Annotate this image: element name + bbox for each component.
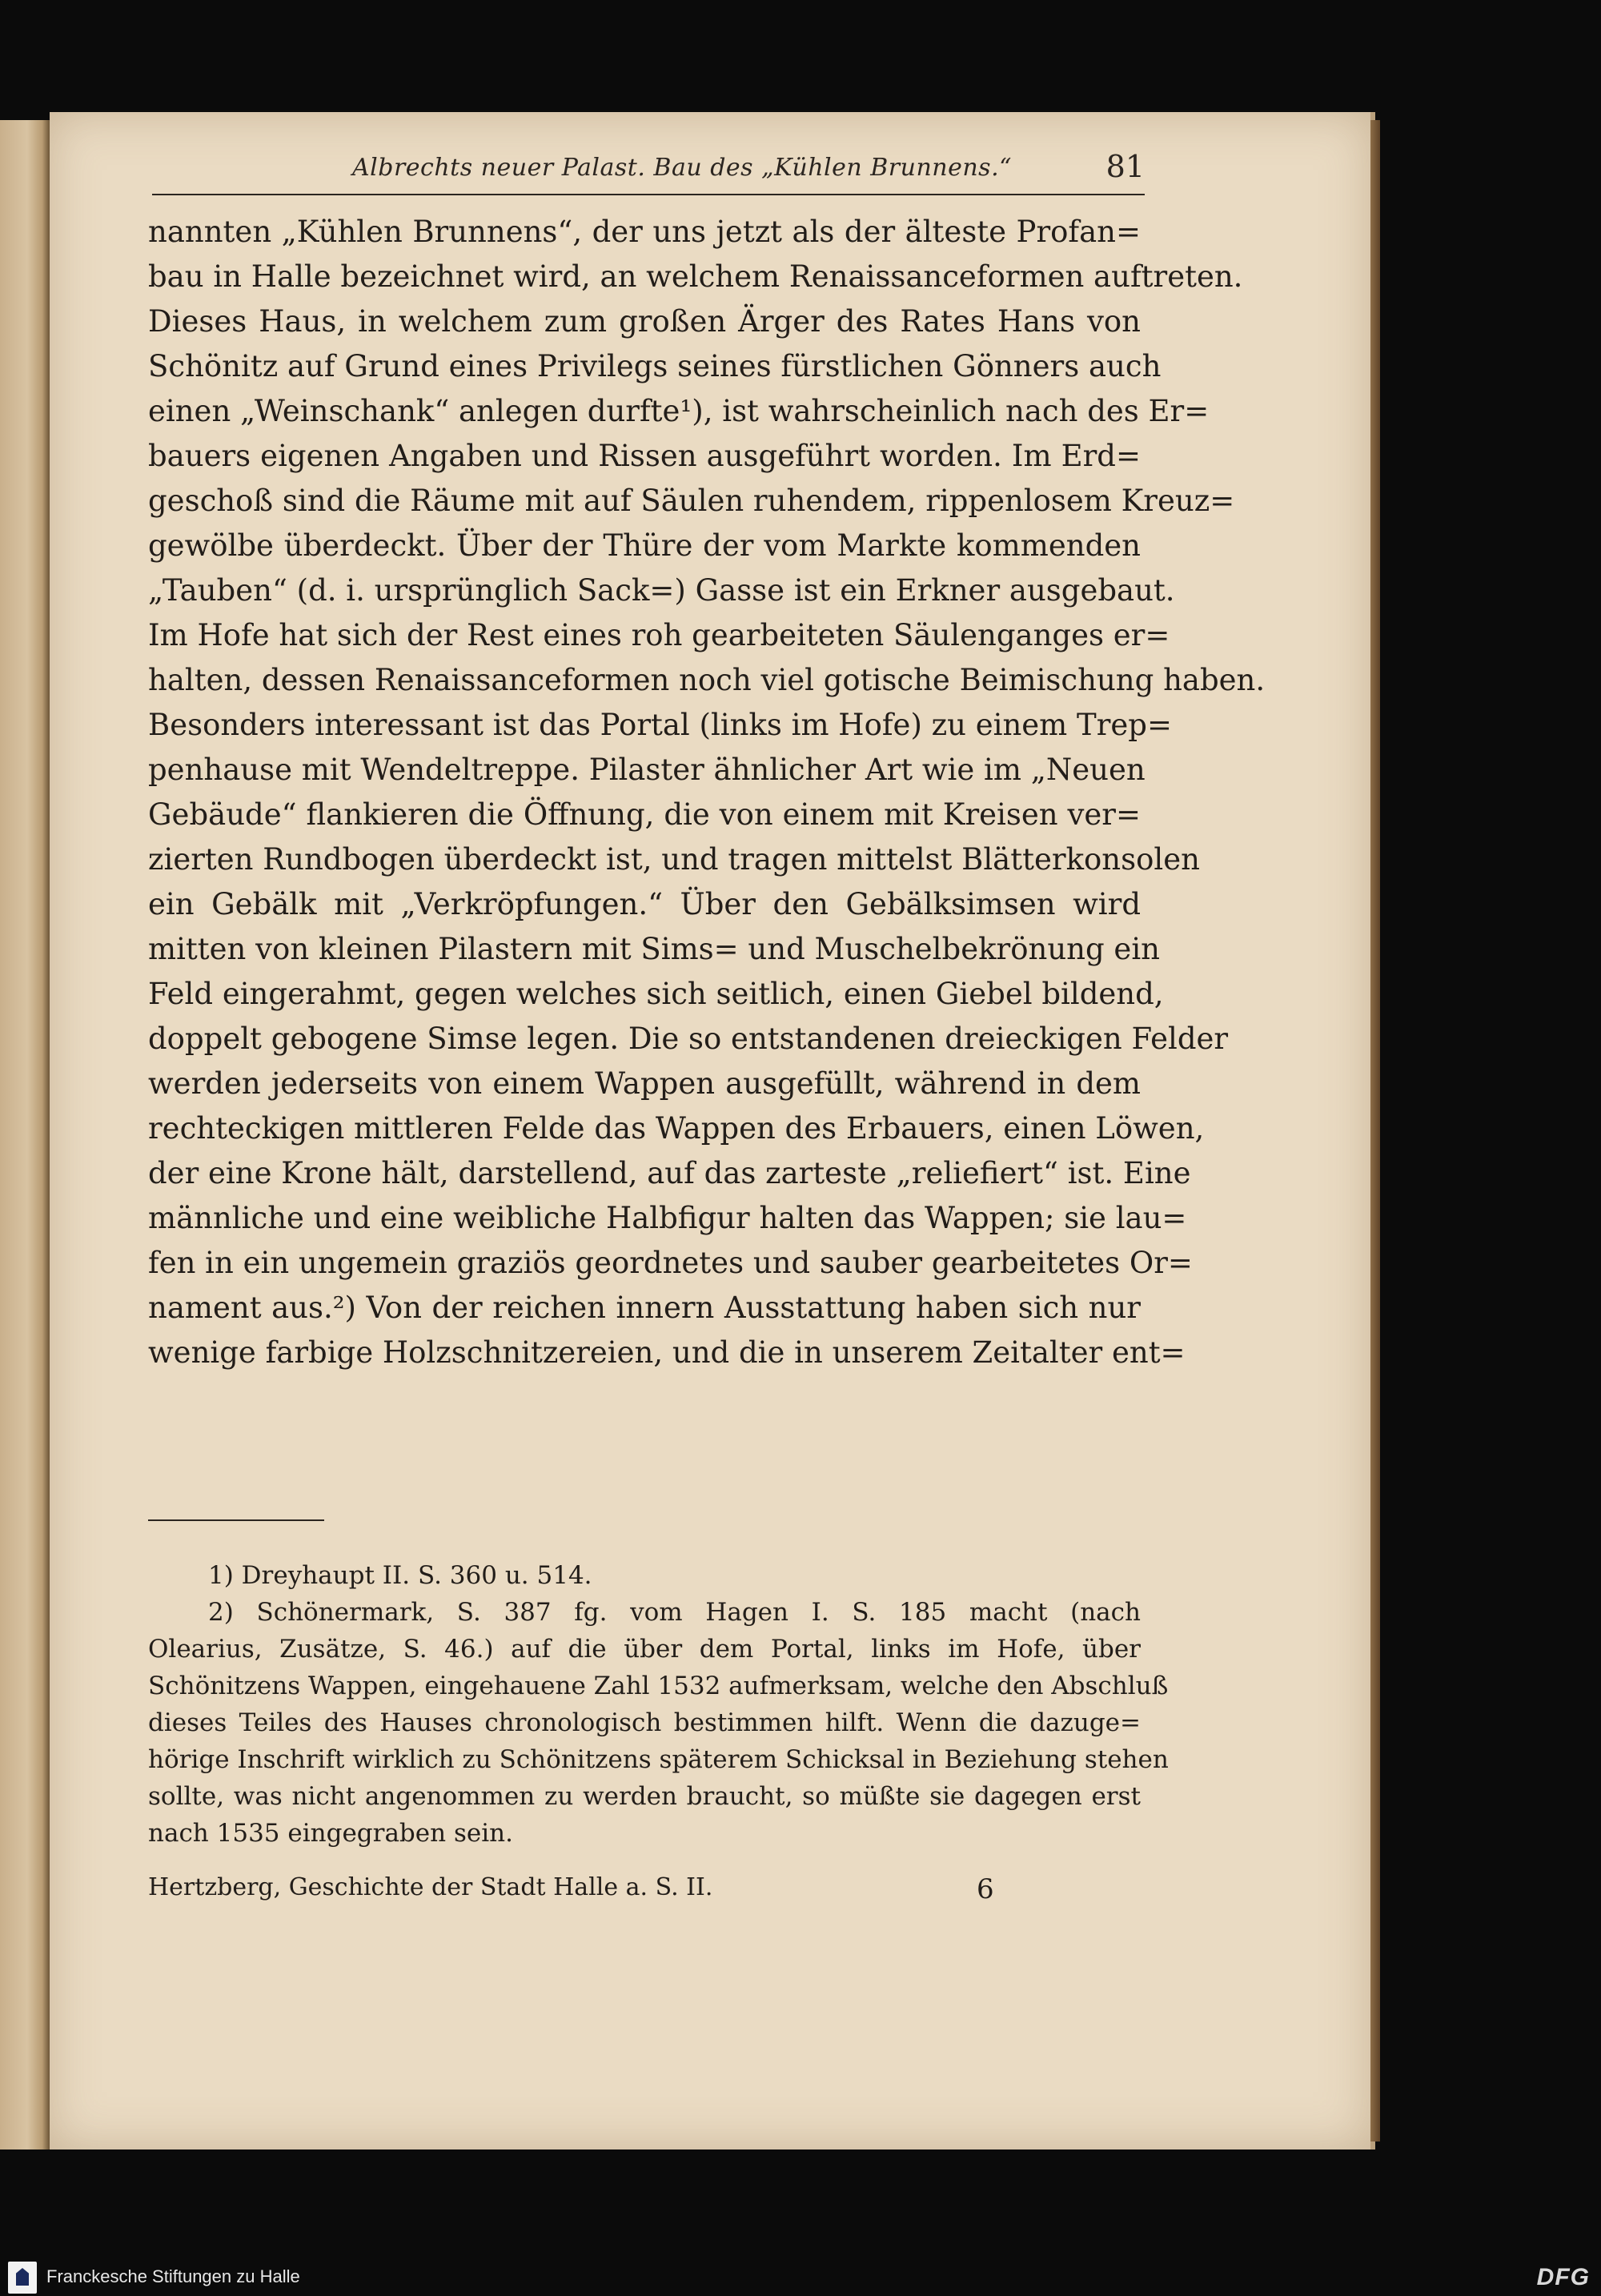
footnote-2-line: Schönitzens Wappen, eingehauene Zahl 1532 aufmerksam, welche den Abschluß bbox=[148, 1672, 1169, 1700]
signature-number: 6 bbox=[977, 1873, 994, 1905]
text-line: der eine Krone hält, darstellend, auf das zarteste „reliefiert“ ist. Eine bbox=[148, 1156, 1191, 1190]
text-line: penhause mit Wendeltreppe. Pilaster ähnlicher Art wie im „Neuen bbox=[148, 753, 1146, 787]
text-line: bau in Halle bezeichnet wird, an welchem Renaissanceformen auftreten. bbox=[148, 259, 1243, 294]
dfg-logo: DFG bbox=[1536, 2264, 1590, 2290]
text-line: Dieses Haus, in welchem zum großen Ärger des Rates Hans von bbox=[148, 304, 1141, 339]
footnote-rule bbox=[148, 1519, 324, 1521]
body-text bbox=[148, 210, 1266, 1375]
footnote-2-line: sollte, was nicht angenommen zu werden braucht, so müßte sie dagegen erst bbox=[148, 1782, 1141, 1811]
institution-logo-icon bbox=[8, 2262, 37, 2294]
text-line: nament aus.²) Von der reichen innern Ausstattung haben sich nur bbox=[148, 1290, 1141, 1325]
page-number: 81 bbox=[1105, 149, 1145, 184]
text-line: „Tauben“ (d. i. ursprünglich Sack=) Gasse ist ein Erkner ausgebaut. bbox=[148, 573, 1175, 608]
text-line: Schönitz auf Grund eines Privilegs seines fürstlichen Gönners auch bbox=[148, 349, 1162, 383]
text-line: Im Hofe hat sich der Rest eines roh gearbeiteten Säulenganges er= bbox=[148, 618, 1170, 652]
text-line: Besonders interessant ist das Portal (links im Hofe) zu einem Trep= bbox=[148, 708, 1172, 742]
text-line: mitten von kleinen Pilastern mit Sims= und Muschelbekrönung ein bbox=[148, 932, 1160, 966]
footnote-2-line: Olearius, Zusätze, S. 46.) auf die über dem Portal, links im Hofe, über bbox=[148, 1635, 1141, 1664]
text-line: wenige farbige Holzschnitzereien, und die in unserem Zeitalter ent= bbox=[148, 1335, 1186, 1370]
institution-name: Franckesche Stiftungen zu Halle bbox=[46, 2266, 300, 2286]
printer-signature bbox=[148, 1873, 1141, 1910]
left-page-edge bbox=[0, 120, 50, 2149]
text-line: halten, dessen Renaissanceformen noch viel gotische Beimischung haben. bbox=[148, 663, 1266, 697]
running-head bbox=[152, 149, 1145, 195]
text-line: rechteckigen mittleren Felde das Wappen des Erbauers, einen Löwen, bbox=[148, 1111, 1205, 1146]
text-line: nannten „Kühlen Brunnens“, der uns jetzt als der älteste Profan= bbox=[148, 215, 1141, 249]
text-line: zierten Rundbogen überdeckt ist, und tragen mittelst Blätterkonsolen bbox=[148, 842, 1200, 877]
text-line: einen „Weinschank“ anlegen durfte¹), ist wahrscheinlich nach des Er= bbox=[148, 394, 1210, 428]
footnote-2-line: hörige Inschrift wirklich zu Schönitzens späterem Schicksal in Beziehung stehen bbox=[148, 1745, 1169, 1774]
text-line: fen in ein ungemein graziös geordnetes und sauber gearbeitetes Or= bbox=[148, 1246, 1193, 1280]
text-line: bauers eigenen Angaben und Rissen ausgeführt worden. Im Erd= bbox=[148, 439, 1141, 473]
text-line: Gebäude“ flankieren die Öffnung, die von einem mit Kreisen ver= bbox=[148, 797, 1141, 832]
footnote-2-line: nach 1535 eingegraben sein. bbox=[148, 1819, 513, 1848]
running-title: Albrechts neuer Palast. Bau des „Kühlen Brunnens.“ bbox=[352, 154, 1012, 182]
signature-text: Hertzberg, Geschichte der Stadt Halle a. S. II. bbox=[148, 1873, 713, 1901]
footnote-2-line: 2) Schönermark, S. 387 fg. vom Hagen I. S. 185 macht (nach bbox=[208, 1598, 1141, 1627]
text-line: geschoß sind die Räume mit auf Säulen ruhendem, rippenlosem Kreuz= bbox=[148, 484, 1235, 518]
text-line: Feld eingerahmt, gegen welches sich seitlich, einen Giebel bildend, bbox=[148, 977, 1164, 1011]
text-line: gewölbe überdeckt. Über der Thüre der vom Markte kommenden bbox=[148, 528, 1141, 563]
text-line: doppelt gebogene Simse legen. Die so entstandenen dreieckigen Felder bbox=[148, 1022, 1229, 1056]
viewer-footer bbox=[0, 2259, 1601, 2296]
footnotes bbox=[148, 1557, 1169, 1852]
text-line: werden jederseits von einem Wappen ausgefüllt, während in dem bbox=[148, 1066, 1141, 1101]
text-line: männliche und eine weibliche Halbfigur halten das Wappen; sie lau= bbox=[148, 1201, 1187, 1235]
footnote-2-line: dieses Teiles des Hauses chronologisch bestimmen hilft. Wenn die dazuge= bbox=[148, 1708, 1141, 1737]
footnote-1: 1) Dreyhaupt II. S. 360 u. 514. bbox=[208, 1561, 592, 1590]
text-line: ein Gebälk mit „Verkröpfungen.“ Über den Gebälksimsen wird bbox=[148, 887, 1141, 921]
page-edge-shadow bbox=[1370, 120, 1380, 2141]
